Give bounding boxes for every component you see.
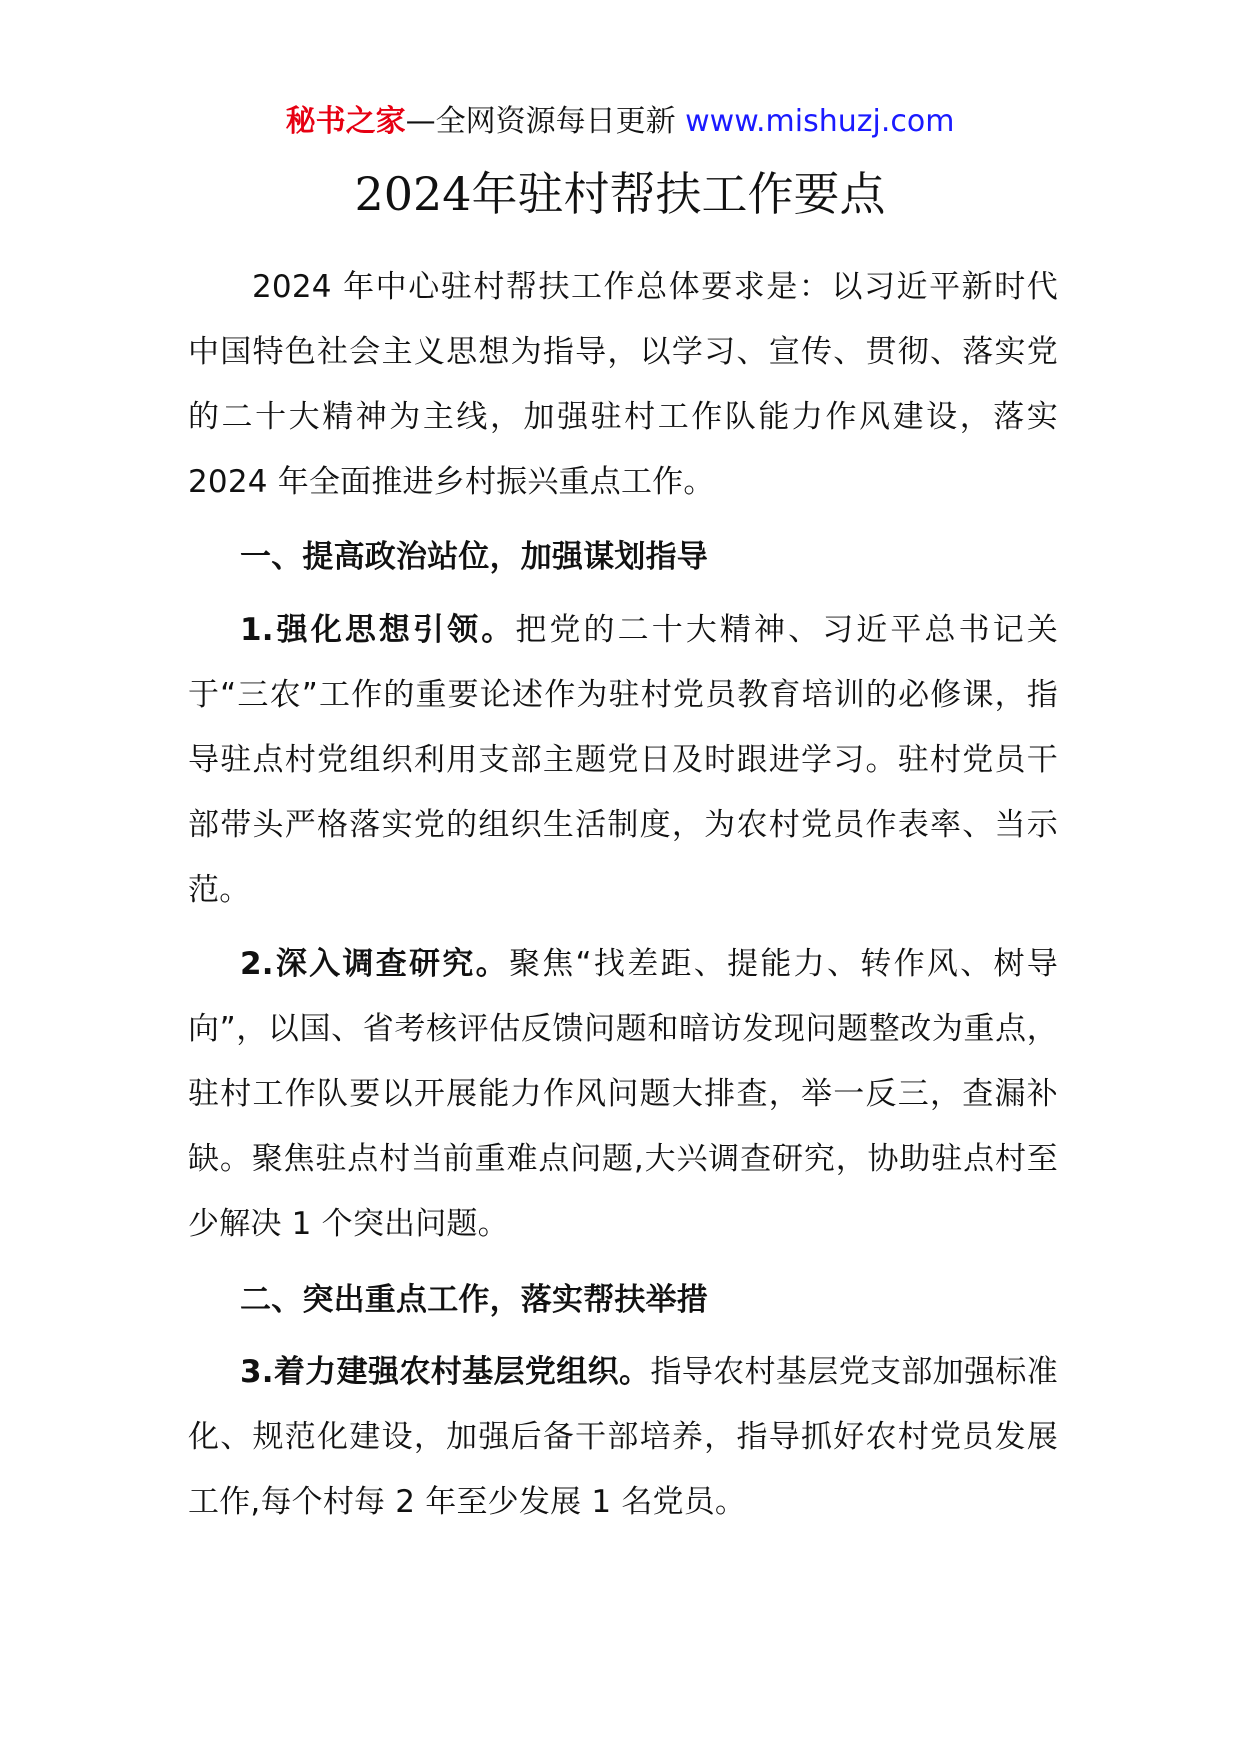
item-paragraph-2 <box>188 932 1058 1257</box>
header-tagline: —全网资源每日更新 <box>405 104 676 139</box>
item-paragraph-3 <box>188 1340 1058 1535</box>
item-text-2: 聚焦“找差距、提能力、转作风、树导向”，以国、省考核评估反馈问题和暗访发现问题整改为重点，驻村工作队要以开展能力作风问题大排查，举一反三，查漏补缺。聚焦驻点村当前重难点问题,大兴调查研究，协助驻点村至少解决 1 个突出问题。 <box>188 946 1058 1242</box>
title-text: 年驻村帮扶工作要点 <box>471 167 886 221</box>
section-heading-1: 一、提高政治站位，加强谋划指导 <box>240 539 708 575</box>
item-text-3: 指导农村基层党支部加强标准化、规范化建设，加强后备干部培养，指导抓好农村党员发展工作,每个村每 2 年至少发展 1 名党员。 <box>188 1354 1058 1520</box>
item-text-1: 把党的二十大精神、习近平总书记关于“三农”工作的重要论述作为驻村党员教育培训的必修课，指导驻点村党组织利用支部主题党日及时跟进学习。驻村党员干部带头严格落实党的组织生活制度，为农村党员作表率、当示范。 <box>188 612 1058 908</box>
item-lead-3: 3.着力建强农村基层党组织。 <box>240 1354 651 1390</box>
site-header <box>0 100 1240 144</box>
document-title <box>0 162 1240 226</box>
brand-name: 秘书之家 <box>285 104 406 139</box>
item-lead-1: 1.强化思想引领。 <box>240 612 516 648</box>
section-heading-2: 二、突出重点工作，落实帮扶举措 <box>240 1282 708 1318</box>
title-year: 2024 <box>354 167 472 221</box>
intro-paragraph: 2024 年中心驻村帮扶工作总体要求是：以习近平新时代中国特色社会主义思想为指导，以学习、宣传、贯彻、落实党的二十大精神为主线，加强驻村工作队能力作风建设，落实 2024 年全面推进乡村振兴重点工作。 <box>188 269 1058 500</box>
item-paragraph-1 <box>188 598 1058 923</box>
site-url-link[interactable]: www.mishuzj.com <box>685 104 955 139</box>
item-lead-2: 2.深入调查研究。 <box>240 946 509 982</box>
